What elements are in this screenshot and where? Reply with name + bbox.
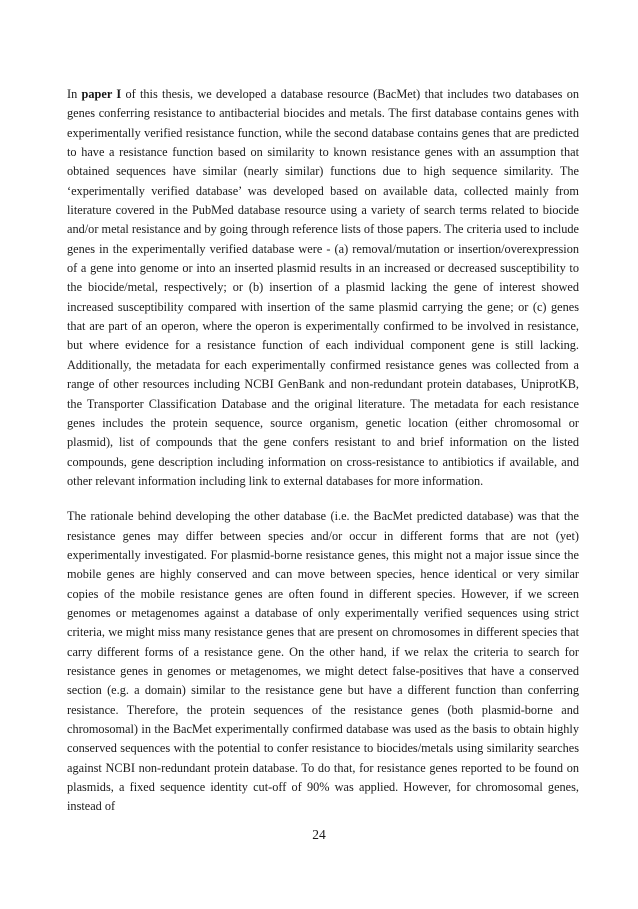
paper-reference: paper I: [81, 87, 122, 101]
document-body: [67, 85, 579, 817]
paragraph-body: of this thesis, we developed a database resource (BacMet) that includes two databases on genes conferring resistance to antibacterial biocides and metals. The first database contains genes with experimentally verified resistance function, while the second database contains genes that are predicted to have a resistance function based on similarity to known resistance genes with an assumption that obtained sequences have similar (nearly similar) functions due to high sequence similarity. The ‘experimentally verified database’ was developed based on available data, collected mainly from literature covered in the PubMed database resource using a variety of search terms related to biocide and/or metal resistance and by going through reference lists of those papers. The criteria used to include genes in the experimentally verified database were - (a) removal/mutation or insertion/overexpression of a gene into genome or into an inserted plasmid results in an increased or decreased susceptibility to the biocide/metal, respectively; or (b) insertion of a plasmid lacking the gene of interest showed increased susceptibility compared with insertion of the same plasmid carrying the gene; or (c) genes that are part of an operon, where the operon is experimentally confirmed to be involved in resistance, but where evidence for a resistance function of each individual component gene is still lacking. Additionally, the metadata for each experimentally confirmed resistance genes was collected from a range of other resources including NCBI GenBank and non-redundant protein databases, UniprotKB, the Transporter Classification Database and the original literature. The metadata for each resistance genes includes the protein sequence, source organism, genetic location (either chromosomal or plasmid), list of compounds that the gene confers resistant to and brief information on the listed compounds, gene description including information on cross-resistance to antibiotics if available, and other relevant information including link to external databases for more information.: [67, 87, 579, 488]
paragraph-paper-one: [67, 85, 579, 491]
paragraph-lead: In: [67, 87, 82, 101]
paragraph-rationale: The rationale behind developing the other database (i.e. the BacMet predicted database) was that the resistance genes may differ between species and/or occur in different forms that are not (yet) experimentally investigated. For plasmid-borne resistance genes, this might not a major issue since the mobile genes are highly conserved and can move between species, hence identical or very similar copies of the mobile resistance genes are often found in different species. However, if we screen genomes or metagenomes against a database of only experimentally verified sequences using strict criteria, we might miss many resistance genes that are present on chromosomes in different species that carry different forms of a resistance gene. On the other hand, if we relax the criteria to search for resistance genes in genomes or metagenomes, we might detect false-positives that have a conserved section (e.g. a domain) similar to the resistance gene but have a different function than conferring resistance. Therefore, the protein sequences of the resistance genes (both plasmid-borne and chromosomal) in the BacMet experimentally confirmed database was used as the basis to obtain highly conserved sequences with the potential to confer resistance to biocides/metals using similarity searches against NCBI non-redundant protein database. To do that, for resistance genes reported to be found on plasmids, a fixed sequence identity cut-off of 90% was applied. However, for chromosomal genes, instead of: [67, 509, 579, 814]
page-number: 24: [312, 827, 326, 842]
